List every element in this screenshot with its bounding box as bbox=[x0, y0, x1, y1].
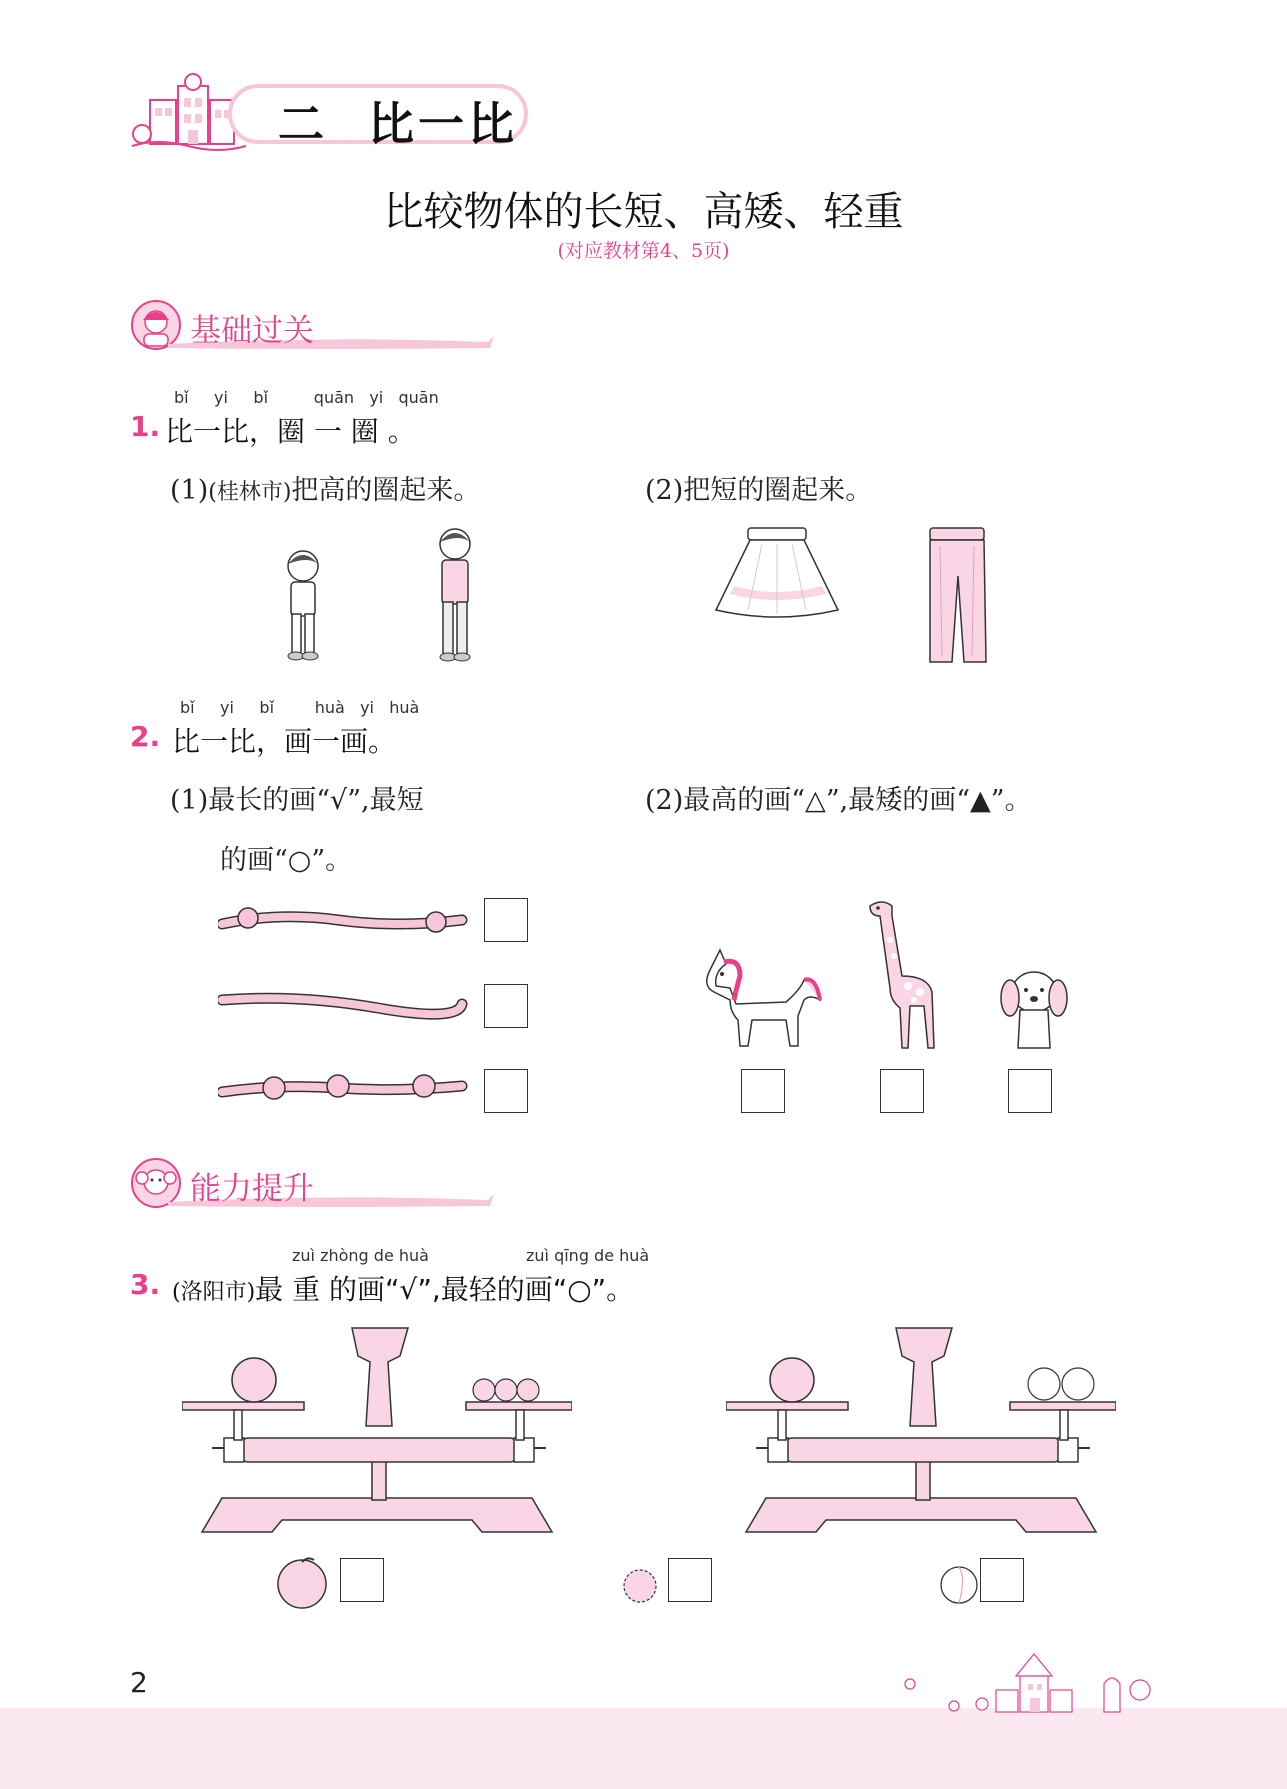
horse-icon bbox=[700, 940, 822, 1052]
q1-part2: (2)把短的圈起来。 bbox=[645, 475, 873, 506]
q1-text: 比一比，圈 一 圈 。 bbox=[165, 415, 416, 448]
q3-source: (洛阳市) bbox=[172, 1280, 256, 1305]
q3-pinyin-a: zuì zhòng de huà bbox=[292, 1246, 429, 1265]
q3-pinyin-b: zuì qīng de huà bbox=[526, 1246, 650, 1265]
answer-box-horse[interactable] bbox=[741, 1069, 785, 1113]
q2-part1-line2: 的画“○”。 bbox=[220, 845, 353, 876]
scale-icon-left bbox=[182, 1322, 572, 1538]
answer-box-giraffe[interactable] bbox=[880, 1069, 924, 1113]
boy-icon-short[interactable] bbox=[278, 548, 328, 663]
ribbon-icon-knotted bbox=[218, 1066, 468, 1110]
answer-box-small-apple[interactable] bbox=[668, 1558, 712, 1602]
q3-number: 3. bbox=[130, 1268, 161, 1301]
answer-box-ribbon-1[interactable] bbox=[484, 898, 528, 942]
unit-number: 二 bbox=[278, 97, 328, 151]
dog-icon bbox=[998, 966, 1070, 1052]
q1-number: 1. bbox=[130, 410, 161, 443]
giraffe-icon bbox=[862, 896, 942, 1052]
pinyin-syllable: bǐ bbox=[259, 698, 275, 717]
pinyin-syllable: yi bbox=[220, 698, 234, 717]
pinyin-syllable: quān bbox=[398, 388, 439, 407]
q1-part1 bbox=[170, 468, 480, 507]
pinyin-syllable: huà bbox=[314, 698, 345, 717]
pinyin-syllable: yi bbox=[360, 698, 374, 717]
answer-box-dog[interactable] bbox=[1008, 1069, 1052, 1113]
lesson-title: 比较物体的长短、高矮、轻重 bbox=[383, 189, 904, 235]
pinyin-syllable: bǐ bbox=[174, 388, 189, 407]
q1-pinyin bbox=[174, 388, 439, 407]
pinyin-syllable: bǐ bbox=[180, 698, 195, 717]
pinyin-syllable: bǐ bbox=[253, 388, 269, 407]
section-title-basic: 基础过关 bbox=[190, 313, 314, 349]
ribbon-icon-long bbox=[218, 898, 468, 948]
q1-part1-prefix: (1) bbox=[170, 475, 209, 506]
answer-box-peach[interactable] bbox=[980, 1558, 1024, 1602]
ribbon-icon-plain bbox=[218, 986, 468, 1020]
unit-header bbox=[128, 70, 528, 158]
pinyin-syllable: quān bbox=[313, 388, 355, 407]
section-title-advanced: 能力提升 bbox=[190, 1171, 314, 1207]
castle-icon bbox=[890, 1650, 1170, 1716]
q1-part1-source: (桂林市) bbox=[208, 480, 292, 505]
q2-text: 比一比，画一画。 bbox=[172, 725, 397, 758]
q2-part1-line1: (1)最长的画“√”,最短 bbox=[170, 785, 424, 816]
pinyin-syllable: yi bbox=[214, 388, 228, 407]
page-number: 2 bbox=[130, 1666, 148, 1699]
q2-part2: (2)最高的画“△”,最矮的画“▲”。 bbox=[645, 785, 1032, 816]
peach-icon bbox=[936, 1560, 982, 1606]
section-header-basic bbox=[128, 298, 508, 352]
pinyin-syllable: huà bbox=[389, 698, 420, 717]
q3-line bbox=[172, 1268, 634, 1308]
scale-icon-right bbox=[726, 1322, 1116, 1538]
unit-title bbox=[278, 88, 518, 154]
pinyin-syllable: yi bbox=[369, 388, 384, 407]
section-header-advanced bbox=[128, 1156, 508, 1210]
apple-icon-small bbox=[620, 1564, 660, 1604]
skirt-icon[interactable] bbox=[712, 526, 842, 622]
answer-box-ribbon-2[interactable] bbox=[484, 984, 528, 1028]
pants-icon[interactable] bbox=[922, 526, 992, 666]
apple-icon-large bbox=[274, 1554, 330, 1610]
boy-icon-tall[interactable] bbox=[430, 526, 480, 664]
answer-box-ribbon-3[interactable] bbox=[484, 1069, 528, 1113]
answer-box-large-apple[interactable] bbox=[340, 1558, 384, 1602]
lesson-subtitle: (对应教材第4、5页) bbox=[557, 240, 730, 262]
footer-band bbox=[0, 1708, 1287, 1789]
unit-name: 比一比 bbox=[368, 97, 519, 151]
q3-text: 最 重 的画“√”,最轻的画“○”。 bbox=[255, 1273, 635, 1306]
q2-pinyin bbox=[180, 698, 419, 717]
q1-part1-text: 把高的圈起来。 bbox=[291, 475, 481, 506]
q2-number: 2. bbox=[130, 720, 161, 753]
